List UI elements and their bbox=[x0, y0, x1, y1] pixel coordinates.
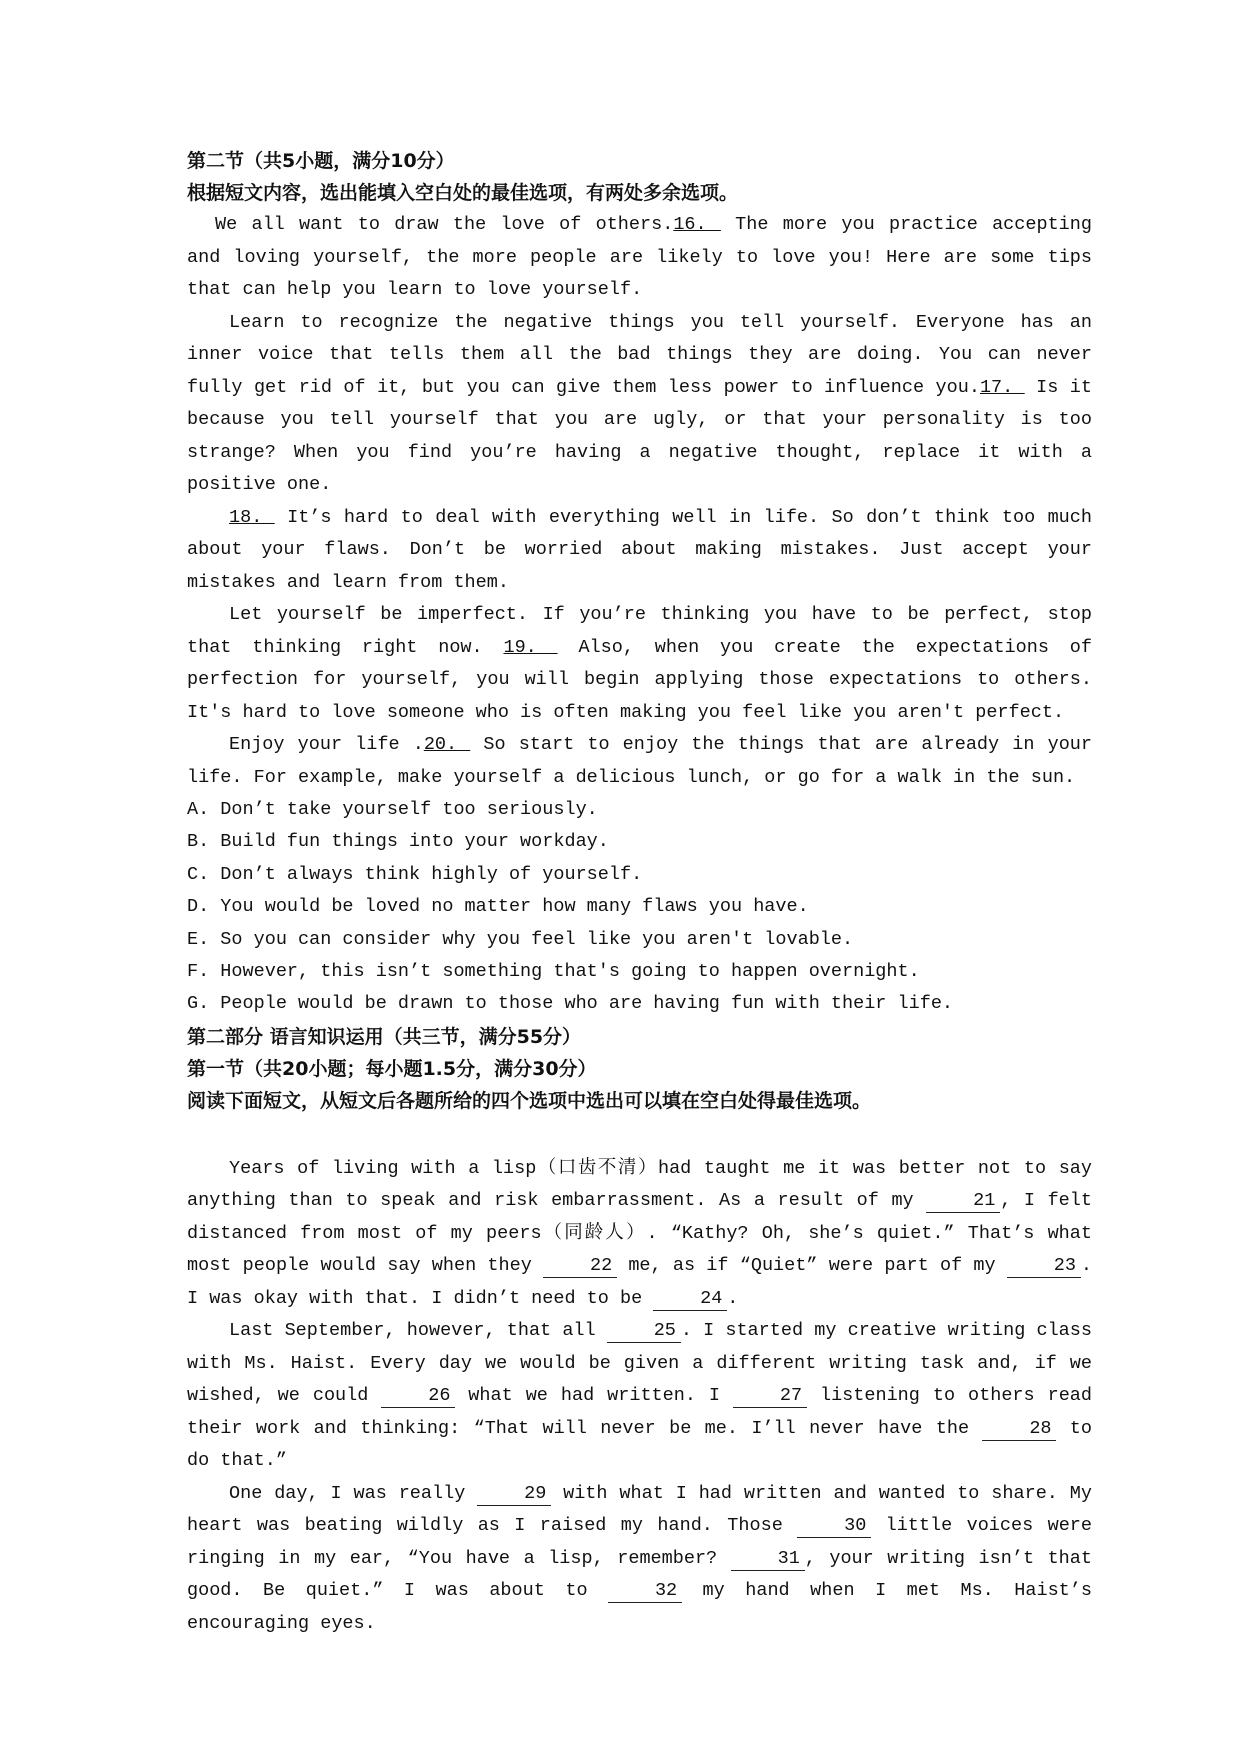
cloze-blank: 26 bbox=[381, 1385, 455, 1408]
passage-paragraph bbox=[187, 1153, 1092, 1316]
paragraph-text: . bbox=[727, 1287, 739, 1309]
option-item: E. So you can consider why you feel like you aren't lovable. bbox=[187, 928, 854, 950]
page-content bbox=[187, 145, 1092, 1640]
options-list bbox=[187, 794, 1092, 1021]
paragraph-text: Years of living with a lisp（口齿不清）had taught me it was better not to say anything than to speak and risk embarrassment. As a result of my bbox=[187, 1157, 1092, 1212]
paragraph-text: , your writing isn’t that good. Be quiet.” I was about to bbox=[187, 1547, 1092, 1602]
paragraph-text: Is it because you tell yourself that you are ugly, or that your personality is too strange? When you find you’re having a negative thought, replace it with a positive one. bbox=[187, 376, 1092, 495]
cloze-blank: 30 bbox=[797, 1515, 871, 1538]
section-instruction: 根据短文内容，选出能填入空白处的最佳选项，有两处多余选项。 bbox=[187, 182, 739, 204]
paragraph-text: . I started my creative writing class with Ms. Haist. Every day we would be given a different writing task and, if we wished, we could bbox=[187, 1320, 1092, 1407]
passage-paragraph bbox=[187, 1315, 1092, 1478]
cloze-instruction: 阅读下面短文，从短文后各题所给的四个选项中选出可以填在空白处得最佳选项。 bbox=[187, 1089, 872, 1112]
paragraph-text: to do that.” bbox=[187, 1417, 1092, 1472]
spacer bbox=[187, 1117, 1092, 1153]
paragraph-text: , I felt distanced from most of my peers（同龄人）. “Kathy? Oh, she’s quiet.” That’s what most people would say when they bbox=[187, 1190, 1092, 1277]
passage-paragraph bbox=[187, 209, 1092, 307]
paragraph-text: what we had written. I bbox=[455, 1385, 733, 1407]
paragraph-text: . I was okay with that. I didn’t need to be bbox=[187, 1255, 1092, 1309]
paragraph-text: my hand when I met Ms. Haist’s encouraging eyes. bbox=[187, 1580, 1092, 1634]
paragraph-text: little voices were ringing in my ear, “You have a lisp, remember? bbox=[187, 1515, 1093, 1569]
paragraph-text: Let yourself be imperfect. If you’re thinking you have to be perfect, stop that thinking right now. bbox=[187, 604, 1092, 658]
paragraph-text: One day, I was really bbox=[229, 1482, 478, 1504]
blank-number: 16. bbox=[673, 214, 721, 235]
option-item: D. You would be loved no matter how many flaws you have. bbox=[187, 896, 809, 918]
passage-paragraph bbox=[187, 307, 1092, 502]
passage-paragraph bbox=[187, 502, 1092, 600]
paragraph-text: me, as if “Quiet” were part of my bbox=[617, 1255, 1007, 1277]
cloze-blank: 28 bbox=[982, 1418, 1056, 1441]
passage-paragraph bbox=[187, 1478, 1092, 1641]
paragraph-text: Enjoy your life . bbox=[229, 734, 424, 755]
blank-number: 17. bbox=[979, 376, 1025, 398]
paragraph-text: Learn to recognize the negative things you tell yourself. Everyone has an inner voice that tells them all the bad things they are doing. You can never fully get rid of it, but you can give them less power to influence you. bbox=[187, 311, 1092, 398]
passage-7-choose-5 bbox=[187, 209, 1092, 794]
option-item: F. However, this isn’t something that's going to happen overnight. bbox=[187, 961, 920, 983]
part-heading: 第二部分 语言知识运用（共三节，满分55分） bbox=[187, 1025, 582, 1048]
paragraph-text: Last September, however, that all bbox=[229, 1320, 607, 1342]
blank-number: 18. bbox=[229, 506, 275, 528]
paragraph-text: So start to enjoy the things that are already in your life. For example, make yourself a delicious lunch, or go for a walk in the sun. bbox=[187, 734, 1092, 788]
paragraph-text: with what I had written and wanted to share. My heart was beating wildly as I raised my hand. Those bbox=[187, 1482, 1092, 1537]
paragraph-text: The more you practice accepting and loving yourself, the more people are likely to love you! Here are some tips that can help you learn to love yourself. bbox=[187, 214, 1092, 300]
paragraph-text: Also, when you create the expectations of perfection for yourself, you will begin applying those expectations to others. It's hard to love someone who is often making you feel like you aren't perfect. bbox=[187, 636, 1092, 723]
option-item: G. People would be drawn to those who are having fun with their life. bbox=[187, 993, 954, 1015]
cloze-blank: 25 bbox=[607, 1320, 681, 1343]
paragraph-text: listening to others read their work and thinking: “That will never be me. I’ll never have the bbox=[187, 1385, 1093, 1439]
option-item: A. Don’t take yourself too seriously. bbox=[187, 799, 598, 820]
blank-number: 19. bbox=[503, 636, 558, 658]
cloze-blank: 29 bbox=[477, 1483, 551, 1506]
passage-paragraph bbox=[187, 599, 1092, 729]
cloze-blank: 22 bbox=[543, 1255, 617, 1278]
cloze-blank: 32 bbox=[608, 1580, 682, 1603]
cloze-blank: 23 bbox=[1007, 1255, 1081, 1278]
cloze-blank: 24 bbox=[653, 1288, 727, 1311]
cloze-blank: 21 bbox=[926, 1190, 1000, 1213]
section-heading: 第二节（共5小题，满分10分） bbox=[187, 150, 455, 172]
option-item: B. Build fun things into your workday. bbox=[187, 831, 609, 853]
cloze-blank: 31 bbox=[731, 1548, 805, 1571]
cloze-passage bbox=[187, 1153, 1092, 1641]
paragraph-text: It’s hard to deal with everything well in life. So don’t think too much about your flaws. Don’t be worried about making mistakes. Just accept your mistakes and learn from them. bbox=[187, 506, 1092, 593]
option-item: C. Don’t always think highly of yourself. bbox=[187, 863, 643, 885]
paragraph-text: We all want to draw the love of others. bbox=[215, 214, 674, 235]
cloze-blank: 27 bbox=[733, 1385, 807, 1408]
passage-paragraph bbox=[187, 729, 1092, 794]
sub-section-heading: 第一节（共20小题；每小题1.5分，满分30分） bbox=[187, 1057, 597, 1080]
blank-number: 20. bbox=[423, 734, 471, 755]
